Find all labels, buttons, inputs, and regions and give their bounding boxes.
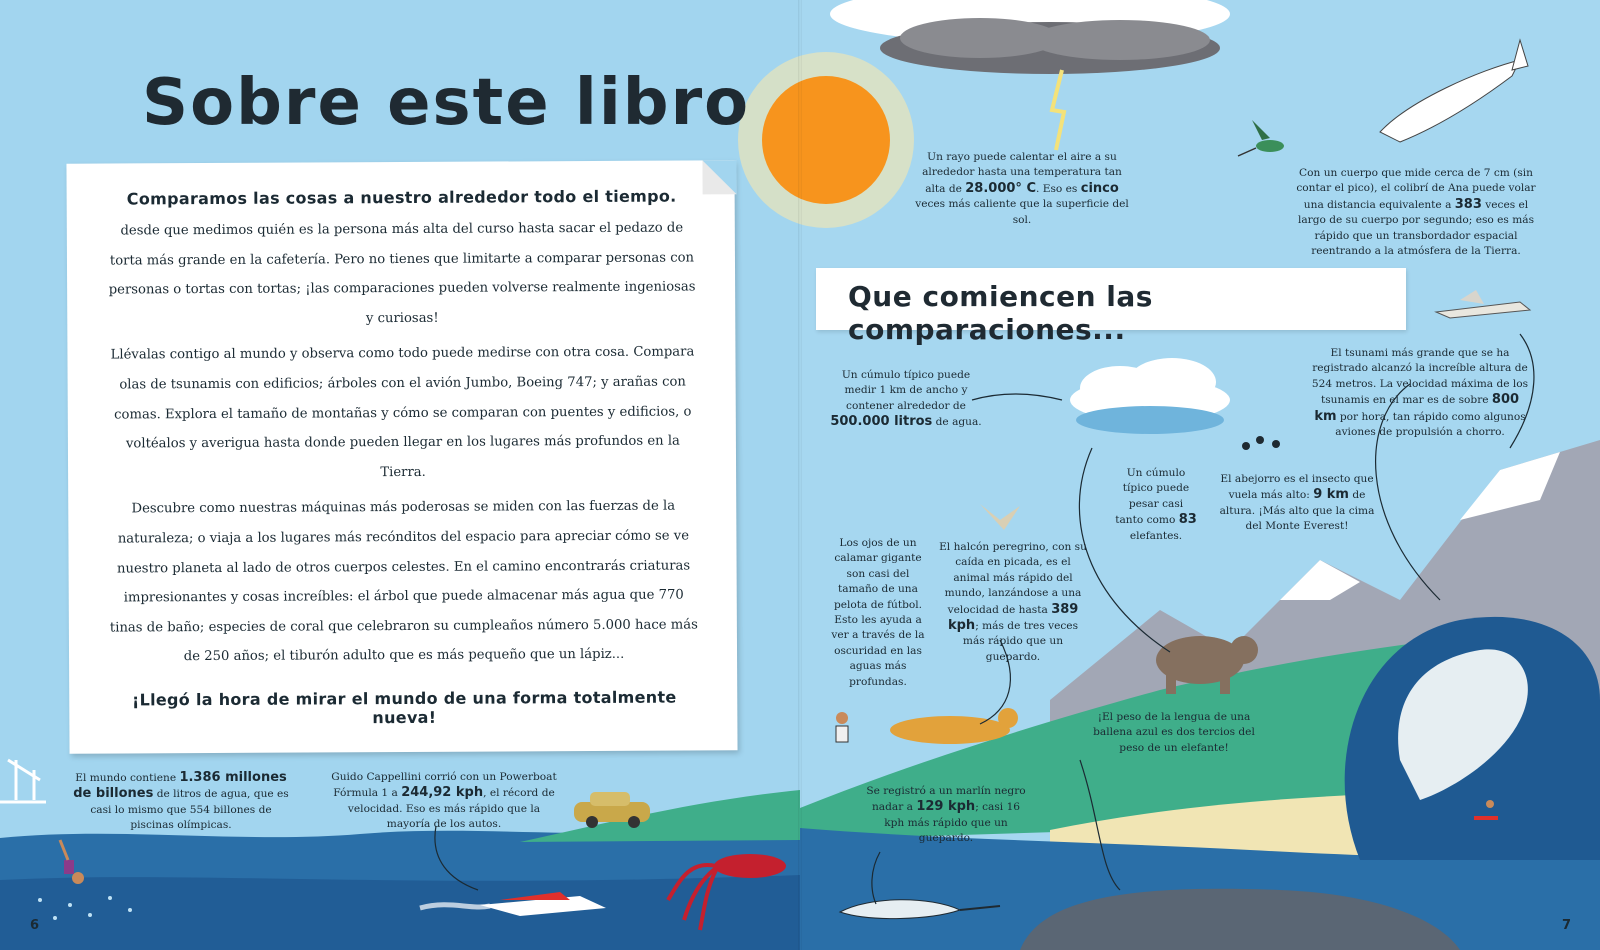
fact-cloud (826, 368, 986, 431)
fact-text: de agua. (932, 416, 982, 429)
fact-text: Un rayo puede calentar el aire a su alrededor hasta una temperatura tan alta de (922, 151, 1122, 195)
fact-highlight: 383 (1454, 196, 1482, 212)
fact-text: por hora, tan rápido como algunos aviones de propulsión a chorro. (1335, 410, 1526, 439)
fact-text: Un cúmulo típico puede pesar casi tanto como (1115, 467, 1190, 527)
fact-text: El halcón peregrino, con su caída en picada, es el animal más rápido del mundo, lanzándose a una velocidad de hasta (939, 541, 1087, 616)
jet-plane (1436, 290, 1530, 318)
fact-highlight: 129 kph (916, 799, 976, 815)
intro-paragraph: desde que medimos quién es la persona más alta del curso hasta sacar el pedazo de torta más grande en la cafetería. Pero no tienes que limitarte a comparar personas con personas o tortas con tortas; ¡las comparaciones pueden volverse realmente ingeniosas y curiosas! (108, 220, 696, 326)
fact-highlight: 9 km (1313, 487, 1349, 503)
fact-text: Un cúmulo típico puede medir 1 km de ancho y contener alrededor de (841, 369, 971, 412)
lightning-bolt (1052, 70, 1064, 150)
fact-bumblebee (1218, 472, 1376, 535)
fact-text: El mundo contiene (75, 772, 180, 784)
fact-highlight: 1.386 millones de billones (73, 770, 287, 802)
fact-text: ; más de tres veces más rápido que un guepardo. (962, 620, 1079, 663)
section-banner (816, 268, 1406, 346)
fact-text: Se registró a un marlín negro nadar a (866, 785, 1026, 814)
fact-text: de litros de agua, que es casi lo mismo que 554 billones de piscinas olímpicas. (90, 788, 289, 832)
fact-text: . Eso es (1036, 182, 1081, 195)
storm-cloud (830, 0, 1230, 74)
fact-highlight: 244,92 kph (401, 785, 484, 801)
ocean-deep (0, 875, 800, 950)
hummingbird (1238, 120, 1284, 156)
fact-hummingbird (1290, 166, 1542, 259)
intro-closing: ¡Llegó la hora de mirar el mundo de una forma totalmente nueva! (131, 687, 677, 728)
intro-lead: Comparamos las cosas a nuestro alrededor todo el tiempo. (126, 186, 677, 209)
book-spine (798, 0, 802, 950)
fact-text: de altura. ¡Más alto que la cima del Monte Everest! (1219, 489, 1375, 533)
intro-text (107, 186, 700, 728)
fact-whale: ¡El peso de la lengua de una ballena azul es dos tercios del peso de un elefante! (1093, 711, 1255, 754)
cumulus-cloud (1070, 358, 1230, 434)
fact-cloud-weight (1114, 466, 1198, 544)
intro-paragraph: Llévalas contigo al mundo y observa como todo puede medirse con otra cosa. Compara olas de tsunamis con edificios; árboles con el avión Jumbo, Boeing 747; y arañas con comas. Explora el tamaño de montañas y cómo se comparan con puentes y edificios, o voltéalos y averigua hasta donde pueden llegar en los lugares más profundos en la Tierra. (110, 344, 695, 480)
fact-text: veces el largo de su cuerpo por segundo; eso es más rápido que un transbordador espacial reentrando a la atmósfera de la Tierra. (1297, 198, 1535, 258)
fact-text: veces más caliente que la superficie del sol. (915, 198, 1129, 226)
page-number: 6 (30, 918, 40, 933)
fact-highlight: 28.000° C (965, 180, 1036, 196)
fact-text: Con un cuerpo que mide cerca de 7 cm (sin contar el pico), el colibrí de Ana puede volar una distancia equivalente a (1296, 167, 1536, 211)
fact-text: elefantes. (1129, 529, 1183, 542)
page-curl (702, 160, 736, 194)
fact-tsunami (1310, 346, 1530, 440)
intro-card (66, 160, 737, 753)
fact-highlight: 389 kph (947, 601, 1079, 634)
peregrine-falcon (980, 504, 1020, 530)
fact-text: Guido Cappellini corrió con un Powerboat Fórmula 1 a (331, 771, 557, 800)
fact-highlight: 500.000 litros (830, 414, 933, 430)
fact-highlight: 800 km (1314, 392, 1520, 424)
bumblebees (1242, 436, 1280, 450)
shore (520, 790, 800, 842)
page-number: 7 (1562, 918, 1572, 933)
section-title: Que comiencen las comparaciones... (848, 280, 1153, 346)
page-title: Sobre este libro (142, 66, 751, 140)
fact-lightning (912, 150, 1132, 228)
intro-paragraph: Descubre como nuestras máquinas más poderosas se miden con las fuerzas de la naturaleza; o viaja a los lugares más recónditos del espacio para apreciar cómo se ve nuestro planeta al lado de otros cuerpos celestes. En el camino encontrarás criaturas impresionantes y cosas increíbles: el árbol que puede almacenar más agua que 770 tinas de baño; especies de coral que celebraron su cumpleaños número 5.000 hace más de 250 años; el tiburón adulto que es más pequeño que un lápiz... (109, 498, 698, 665)
fact-falcon (936, 540, 1090, 665)
fact-highlight: 83 (1178, 512, 1197, 528)
fact-text: El tsunami más grande que se ha registrado alcanzó la increíble altura de 524 metros. La velocidad máxima de los tsunamis en el mar es de sobre (1311, 347, 1529, 407)
diving-board (0, 760, 46, 802)
fact-marlin (866, 784, 1026, 847)
space-shuttle (1380, 40, 1528, 142)
fact-highlight: cinco (1080, 180, 1119, 196)
fact-text: El abejorro es el insecto que vuela más alto: (1220, 473, 1374, 502)
fact-water (70, 770, 292, 834)
fact-text: ; casi 16 kph más rápido que un guepardo. (884, 801, 1021, 845)
fact-text: , el récord de velocidad. Eso es más rápido que la mayoría de los autos. (347, 787, 555, 831)
right-page (800, 0, 1600, 950)
runner (836, 712, 848, 742)
fact-squid: Los ojos de un calamar gigante son casi del tamaño de una pelota de fútbol. Esto les ayuda a ver a través de la oscuridad en las aguas más profundas. (831, 537, 925, 688)
fact-powerboat (326, 770, 562, 833)
